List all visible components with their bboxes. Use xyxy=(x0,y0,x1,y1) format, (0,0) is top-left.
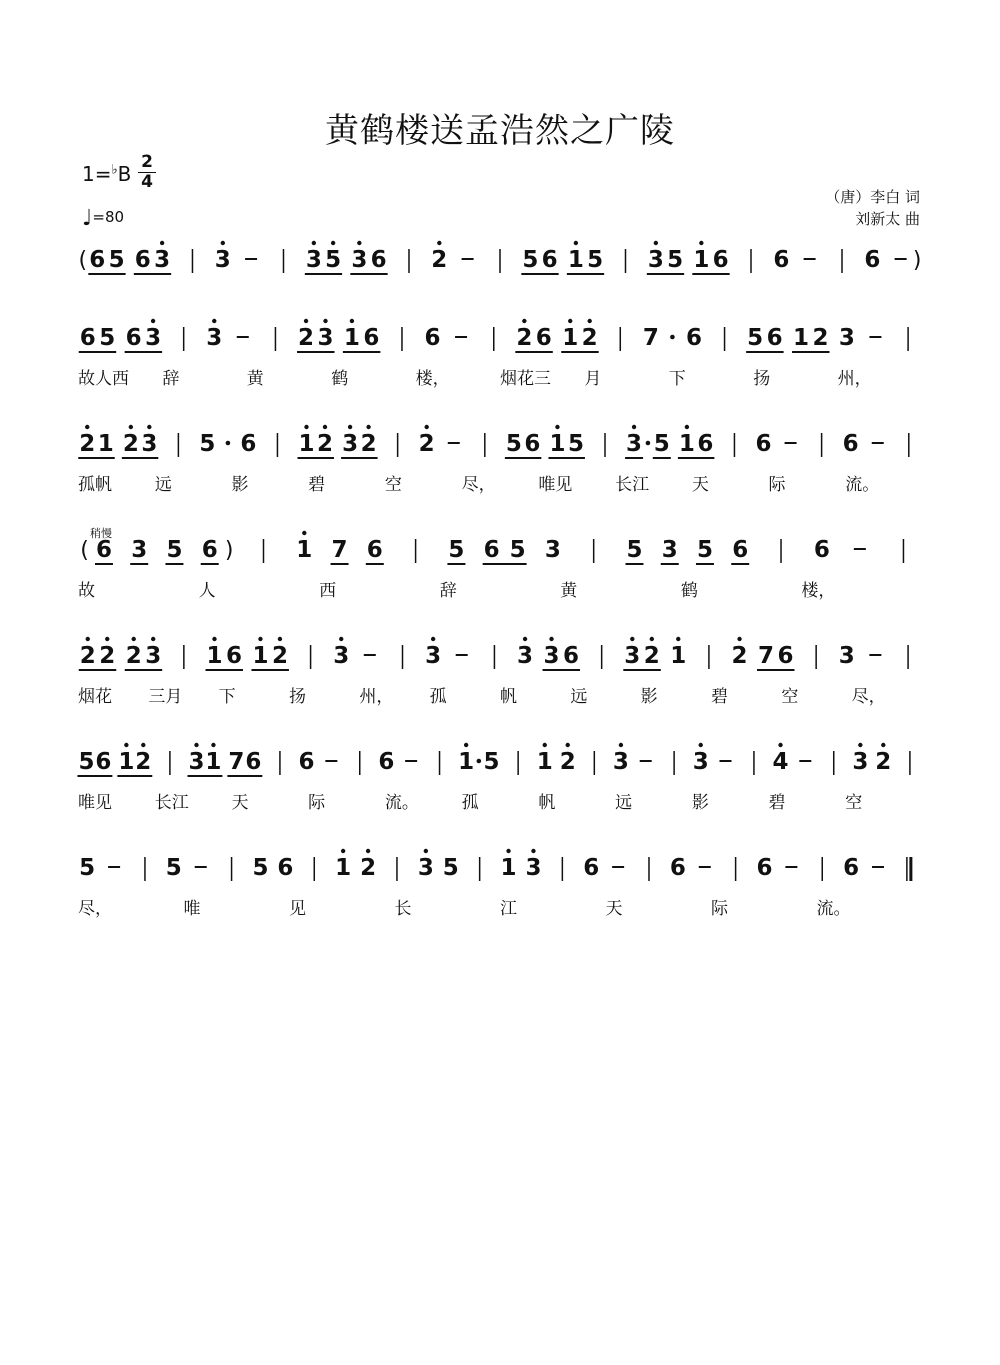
lyric: 天 xyxy=(231,793,249,813)
note: 6 xyxy=(483,537,500,563)
note: 1 xyxy=(793,325,810,351)
flat-sign: ♭ xyxy=(111,162,118,178)
high-octave-dot xyxy=(619,743,623,747)
note: 2 xyxy=(431,247,448,273)
high-octave-dot xyxy=(304,425,308,429)
note: 5 xyxy=(448,537,465,563)
high-octave-dot xyxy=(323,425,327,429)
note: 6 xyxy=(563,643,580,669)
lyric: 月 xyxy=(584,369,602,389)
high-octave-dot xyxy=(431,637,435,641)
note: 5 xyxy=(626,537,643,563)
note: 3 xyxy=(626,431,643,457)
note: 3 xyxy=(425,643,442,669)
lyric: 流。 xyxy=(845,475,880,495)
paren: ( xyxy=(80,538,89,563)
note: 3 xyxy=(417,855,434,881)
high-octave-dot xyxy=(424,849,428,853)
high-octave-dot xyxy=(302,531,306,535)
high-octave-dot xyxy=(151,637,155,641)
lyric: 孤 xyxy=(461,793,479,813)
lyric: 帆 xyxy=(538,793,556,813)
high-octave-dot xyxy=(881,743,885,747)
high-octave-dot xyxy=(778,743,782,747)
note: 3 xyxy=(838,325,855,351)
lyric: 孤 xyxy=(429,687,447,707)
note: 1 xyxy=(562,325,579,351)
note: 3 xyxy=(661,537,678,563)
note: 7 xyxy=(642,325,659,351)
lyric: 尽， xyxy=(461,475,496,495)
note: 1 xyxy=(205,749,222,775)
lyric: 际 xyxy=(308,793,326,813)
high-octave-dot xyxy=(132,637,136,641)
note: 6 xyxy=(712,247,729,273)
note: 2 xyxy=(581,325,598,351)
lyric: 黄 xyxy=(560,581,578,601)
note: 6 xyxy=(524,431,541,457)
note: 6 xyxy=(370,247,387,273)
high-octave-dot xyxy=(194,743,198,747)
high-octave-dot xyxy=(129,425,133,429)
high-octave-dot xyxy=(312,241,316,245)
lyric: 烟花 xyxy=(78,687,112,707)
note: 2 xyxy=(418,431,435,457)
note: 2 xyxy=(79,643,96,669)
high-octave-dot xyxy=(858,743,862,747)
note: 6 xyxy=(756,855,773,881)
note: 6 xyxy=(669,855,686,881)
high-octave-dot xyxy=(587,319,591,323)
high-octave-dot xyxy=(124,743,128,747)
high-octave-dot xyxy=(147,425,151,429)
note: 1 xyxy=(500,855,517,881)
note: 1 xyxy=(335,855,352,881)
note: 3 xyxy=(305,247,322,273)
note: 2 xyxy=(122,431,139,457)
high-octave-dot xyxy=(211,743,215,747)
high-octave-dot xyxy=(424,425,428,429)
lyric: 楼， xyxy=(415,369,450,389)
lyric: 长江 xyxy=(154,793,189,813)
lyric: 天 xyxy=(605,899,623,919)
high-octave-dot xyxy=(339,637,343,641)
lyric: 空 xyxy=(845,793,863,813)
high-octave-dot xyxy=(151,319,155,323)
high-octave-dot xyxy=(737,637,741,641)
note: 6 xyxy=(225,643,242,669)
lyricist-credit: （唐）李白 词 xyxy=(825,188,920,206)
lyric: 辞 xyxy=(439,581,457,601)
note: 5 xyxy=(252,855,269,881)
high-octave-dot xyxy=(366,849,370,853)
note: 5 xyxy=(79,855,96,881)
high-octave-dot xyxy=(555,425,559,429)
lyric: 长 xyxy=(394,899,412,919)
note: 2 xyxy=(731,643,748,669)
high-octave-dot xyxy=(676,637,680,641)
note: 3 xyxy=(525,855,542,881)
note: 1 xyxy=(296,537,313,563)
lyric: 州， xyxy=(837,369,872,389)
note: 6 xyxy=(813,537,830,563)
lyric: 远 xyxy=(570,687,588,707)
note: 6 xyxy=(535,325,552,351)
score-row xyxy=(78,531,903,601)
note: 3 xyxy=(543,643,560,669)
note: 3 xyxy=(145,643,162,669)
note: 5 xyxy=(78,749,95,775)
note: 6 xyxy=(79,325,96,351)
note: 6 xyxy=(366,537,383,563)
high-octave-dot xyxy=(574,241,578,245)
lyric: 唯见 xyxy=(78,793,112,813)
high-octave-dot xyxy=(506,849,510,853)
note: 2 xyxy=(559,749,576,775)
high-octave-dot xyxy=(357,241,361,245)
note: 2 xyxy=(812,325,829,351)
lyric: 尽， xyxy=(78,899,112,919)
note: 3 xyxy=(141,431,158,457)
lyric: 影 xyxy=(640,687,658,707)
note: 6 xyxy=(201,537,218,563)
augmentation-dot xyxy=(670,335,675,340)
high-octave-dot xyxy=(323,319,327,323)
note: 3 xyxy=(342,431,359,457)
composer-credit: 刘新太 曲 xyxy=(855,210,920,228)
high-octave-dot xyxy=(366,425,370,429)
key-prefix: 1= xyxy=(82,162,112,186)
high-octave-dot xyxy=(212,319,216,323)
lyric: 远 xyxy=(615,793,633,813)
high-octave-dot xyxy=(331,241,335,245)
note: 7 xyxy=(331,537,348,563)
note: 6 xyxy=(755,431,772,457)
lyric: 西 xyxy=(319,581,337,601)
note: 2 xyxy=(135,749,152,775)
note: 5 xyxy=(442,855,459,881)
note: 3 xyxy=(852,749,869,775)
note: 5 xyxy=(567,431,584,457)
high-octave-dot xyxy=(568,319,572,323)
note: 1 xyxy=(252,643,269,669)
note: 6 xyxy=(134,247,151,273)
lyric: 故 xyxy=(78,581,95,601)
high-octave-dot xyxy=(85,425,89,429)
lyric: 孤帆 xyxy=(78,475,112,495)
note: 1 xyxy=(206,643,223,669)
high-octave-dot xyxy=(304,319,308,323)
lyric: 帆 xyxy=(500,687,517,707)
lyric: 碧 xyxy=(768,793,786,813)
note: 1 xyxy=(118,749,135,775)
note: 5 xyxy=(99,325,116,351)
note: 2 xyxy=(316,431,333,457)
high-octave-dot xyxy=(523,637,527,641)
note: 6 xyxy=(685,325,702,351)
note: 6 xyxy=(298,749,315,775)
note: 5 xyxy=(653,431,670,457)
high-octave-dot xyxy=(699,241,703,245)
note: 3 xyxy=(206,325,223,351)
lyric: 尽， xyxy=(851,687,886,707)
lyric: 黄 xyxy=(246,369,264,389)
note: 3 xyxy=(154,247,171,273)
note: 6 xyxy=(245,749,262,775)
note: 2 xyxy=(875,749,892,775)
note: 2 xyxy=(125,643,142,669)
high-octave-dot xyxy=(348,425,352,429)
note: 5 xyxy=(165,855,182,881)
lyric: 影 xyxy=(691,793,709,813)
lyric: 下 xyxy=(218,687,236,707)
note: 1 xyxy=(549,431,566,457)
note: 1 xyxy=(536,749,553,775)
note: 6 xyxy=(777,643,794,669)
note: 1 xyxy=(458,749,475,775)
note: 6 xyxy=(842,431,859,457)
paren: ) xyxy=(912,248,922,273)
high-octave-dot xyxy=(437,241,441,245)
note: 6 xyxy=(95,537,112,563)
augmentation-dot xyxy=(646,441,651,446)
lyric: 烟花三 xyxy=(500,369,551,389)
high-octave-dot xyxy=(654,241,658,245)
note: 3 xyxy=(517,643,534,669)
note: 6 xyxy=(363,325,380,351)
augmentation-dot xyxy=(477,759,482,764)
high-octave-dot xyxy=(160,241,164,245)
note: 6 xyxy=(277,855,294,881)
note: 6 xyxy=(697,431,714,457)
note: 1 xyxy=(567,247,584,273)
lyric: 州， xyxy=(359,687,394,707)
lyric: 碧 xyxy=(711,687,728,707)
score-row xyxy=(78,425,909,495)
quarter-note-icon: ♩ xyxy=(82,206,93,231)
lyric: 空 xyxy=(384,475,402,495)
note: 2 xyxy=(79,431,96,457)
note: 5 xyxy=(696,537,713,563)
note: 3 xyxy=(692,749,709,775)
high-octave-dot xyxy=(341,849,345,853)
note: 5 xyxy=(667,247,684,273)
score-row xyxy=(78,637,908,707)
high-octave-dot xyxy=(531,849,535,853)
high-octave-dot xyxy=(685,425,689,429)
high-octave-dot xyxy=(522,319,526,323)
note: 5 xyxy=(587,247,604,273)
note: 2 xyxy=(271,643,288,669)
note: 1 xyxy=(678,431,695,457)
note: 7 xyxy=(228,749,245,775)
high-octave-dot xyxy=(105,637,109,641)
note: 6 xyxy=(541,247,558,273)
lyric: 江 xyxy=(500,899,517,919)
note: 5 xyxy=(166,537,183,563)
lyric: 际 xyxy=(711,899,728,919)
note: 3 xyxy=(333,643,350,669)
lyric: 空 xyxy=(781,687,799,707)
lyric: 扬 xyxy=(753,369,771,389)
score-row xyxy=(78,849,911,919)
note: 2 xyxy=(516,325,533,351)
note: 6 xyxy=(773,247,790,273)
lyric: 扬 xyxy=(289,687,306,707)
note: 1 xyxy=(670,643,687,669)
note: 6 xyxy=(766,325,783,351)
high-octave-dot xyxy=(699,743,703,747)
lyric: 唯 xyxy=(183,899,201,919)
note: 4 xyxy=(772,749,789,775)
high-octave-dot xyxy=(464,743,468,747)
note: 1 xyxy=(97,431,114,457)
augmentation-dot xyxy=(226,441,231,446)
meter-top: 2 xyxy=(141,152,153,172)
lyric: 唯见 xyxy=(538,475,573,495)
score-row xyxy=(78,319,908,389)
note: 6 xyxy=(583,855,600,881)
lyric: 碧 xyxy=(308,475,326,495)
note: 5 xyxy=(505,431,522,457)
note: 1 xyxy=(343,325,360,351)
note: 2 xyxy=(298,325,315,351)
note: 5 xyxy=(483,749,500,775)
note: 1 xyxy=(298,431,315,457)
note: 3 xyxy=(647,247,664,273)
paren: ) xyxy=(224,538,234,563)
lyric: 影 xyxy=(231,475,249,495)
high-octave-dot xyxy=(221,241,225,245)
note: 6 xyxy=(378,749,395,775)
note: 5 xyxy=(199,431,216,457)
lyric: 见 xyxy=(289,899,306,919)
note: 3 xyxy=(317,325,334,351)
key-note: B xyxy=(117,162,132,186)
high-octave-dot xyxy=(543,743,547,747)
note: 5 xyxy=(325,247,342,273)
lyric: 流。 xyxy=(384,793,419,813)
note: 2 xyxy=(360,431,377,457)
lyric: 远 xyxy=(154,475,172,495)
score-row xyxy=(77,743,909,813)
note: 2 xyxy=(643,643,660,669)
note: 3 xyxy=(612,749,629,775)
note: 3 xyxy=(624,643,641,669)
note: 3 xyxy=(214,247,231,273)
note: 3 xyxy=(351,247,368,273)
high-octave-dot xyxy=(632,425,636,429)
high-octave-dot xyxy=(650,637,654,641)
note: 6 xyxy=(732,537,749,563)
high-octave-dot xyxy=(566,743,570,747)
high-octave-dot xyxy=(141,743,145,747)
note: 3 xyxy=(838,643,855,669)
lyric: 人 xyxy=(198,581,216,601)
high-octave-dot xyxy=(278,637,282,641)
note: 2 xyxy=(99,643,116,669)
high-octave-dot xyxy=(350,319,354,323)
high-octave-dot xyxy=(258,637,262,641)
lyric: 鹤 xyxy=(680,581,698,601)
note: 2 xyxy=(360,855,377,881)
lyric: 际 xyxy=(768,475,786,495)
note: 5 xyxy=(509,537,526,563)
lyric: 流。 xyxy=(816,899,851,919)
tempo-value: =80 xyxy=(92,208,125,226)
note: 6 xyxy=(424,325,441,351)
note: 6 xyxy=(843,855,860,881)
lyric: 天 xyxy=(691,475,709,495)
note: 5 xyxy=(108,247,125,273)
lyric: 楼， xyxy=(801,581,836,601)
paren: ( xyxy=(78,248,88,273)
note: 6 xyxy=(125,325,142,351)
note: 3 xyxy=(145,325,162,351)
note: 3 xyxy=(188,749,205,775)
note: 7 xyxy=(758,643,775,669)
meter-bottom: 4 xyxy=(141,172,153,192)
lyric: 辞 xyxy=(162,369,180,389)
note: 1 xyxy=(693,247,710,273)
note: 5 xyxy=(522,247,539,273)
lyric: 三月 xyxy=(148,687,183,707)
note: 5 xyxy=(747,325,764,351)
song-title: 黄鹤楼送孟浩然之广陵 xyxy=(325,111,675,151)
note: 3 xyxy=(131,537,148,563)
high-octave-dot xyxy=(86,637,90,641)
lyric: 长江 xyxy=(615,475,650,495)
note: 6 xyxy=(95,749,112,775)
note: 6 xyxy=(89,247,106,273)
tempo-mark-slow: 稍慢 xyxy=(90,527,112,540)
lyric: 下 xyxy=(668,369,686,389)
lyric: 故人西 xyxy=(78,369,129,389)
high-octave-dot xyxy=(549,637,553,641)
note: 3 xyxy=(544,537,561,563)
high-octave-dot xyxy=(212,637,216,641)
score-row xyxy=(79,241,922,274)
note: 6 xyxy=(864,247,881,273)
high-octave-dot xyxy=(630,637,634,641)
note: 6 xyxy=(240,431,257,457)
lyric: 鹤 xyxy=(331,369,349,389)
